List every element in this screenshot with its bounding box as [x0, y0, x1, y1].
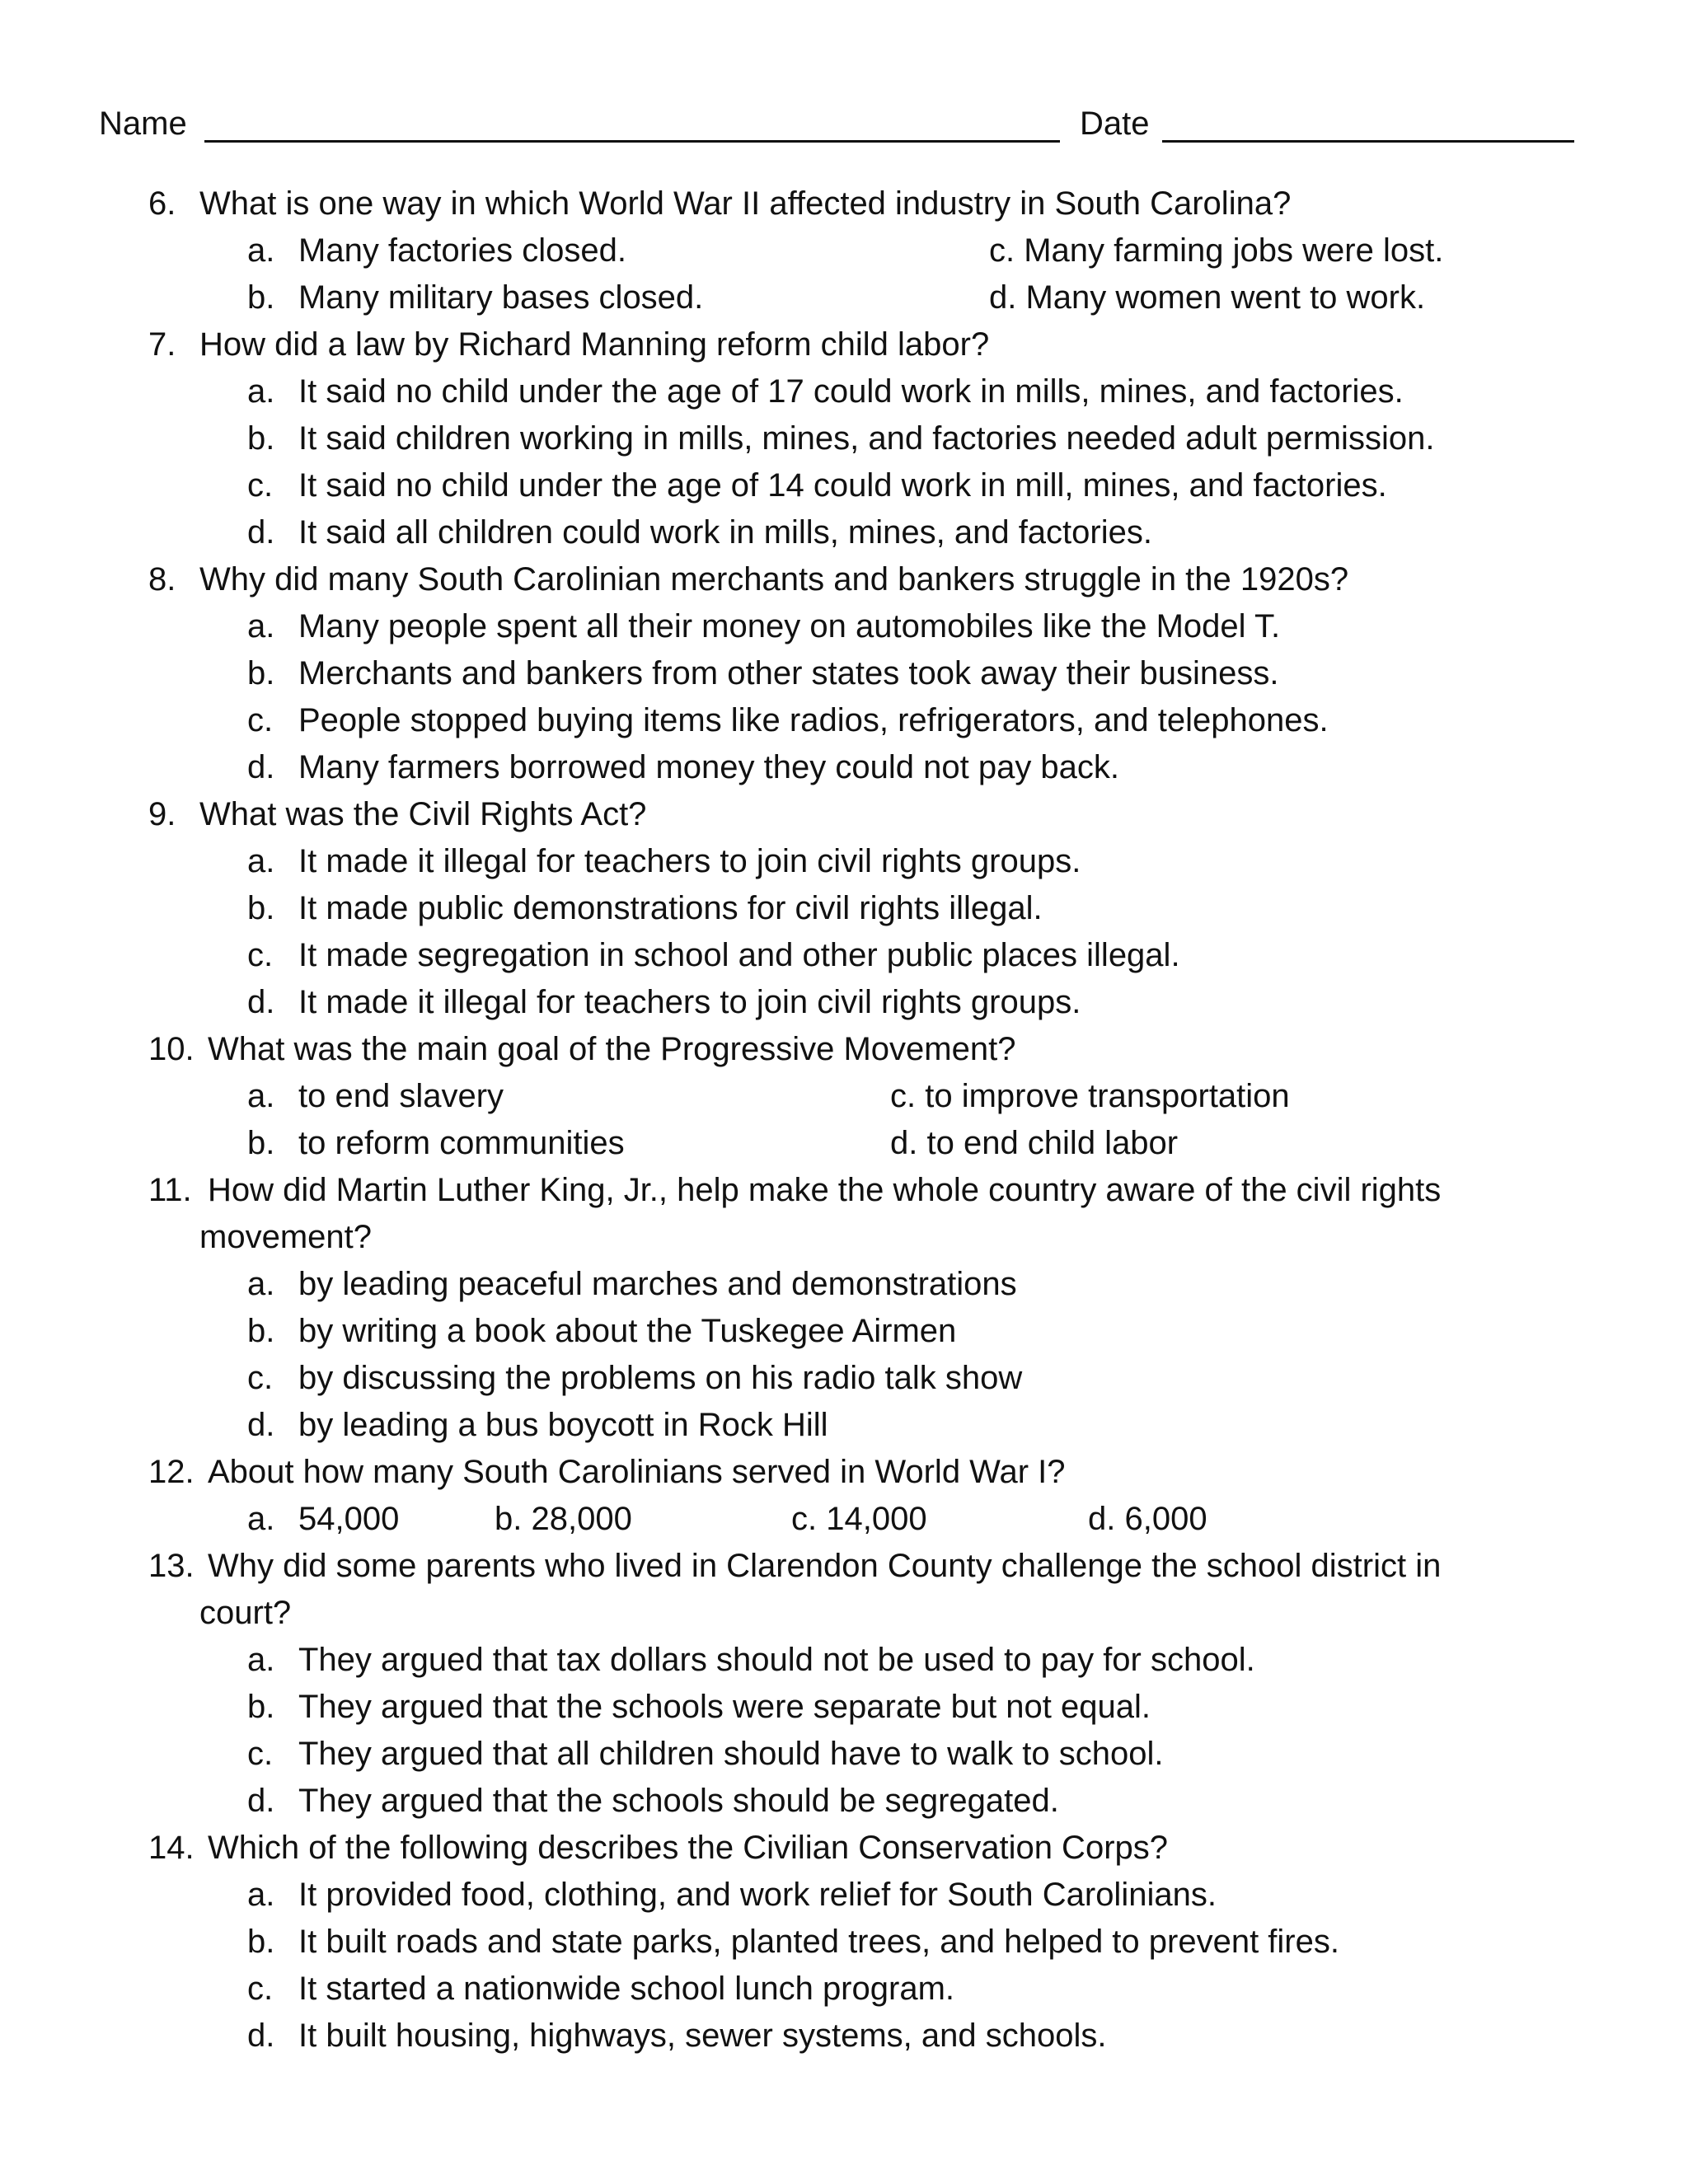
- answer-options: [148, 838, 1566, 1026]
- option-letter: d.: [247, 984, 275, 1020]
- option-letter: a.: [247, 1078, 275, 1114]
- option-text: It made it illegal for teachers to join civil rights groups.: [298, 843, 1081, 879]
- option-letter: a.: [247, 373, 275, 410]
- option-d[interactable]: [148, 979, 1566, 1026]
- option-c[interactable]: [148, 1731, 1566, 1778]
- option-letter: a.: [247, 232, 275, 269]
- option-text: They argued that all children should have to walk to school.: [298, 1736, 1164, 1772]
- name-line[interactable]: [204, 140, 1060, 143]
- option-d[interactable]: [148, 1402, 1566, 1449]
- option-letter: d.: [247, 1783, 275, 1819]
- option-letter: d.: [247, 749, 275, 785]
- option-d[interactable]: [148, 2013, 1566, 2060]
- option-a[interactable]: [148, 838, 1566, 885]
- option-letter: d.: [247, 514, 275, 551]
- answer-options: [148, 1637, 1566, 1825]
- question-text: What was the main goal of the Progressive Movement?: [208, 1031, 1016, 1067]
- option-letter: b.: [247, 420, 275, 457]
- option-d[interactable]: [148, 1778, 1566, 1825]
- option-b[interactable]: [148, 1308, 1566, 1355]
- question-text: Why did some parents who lived in Clarendon County challenge the school district in: [208, 1548, 1442, 1584]
- answer-options: [148, 1872, 1566, 2060]
- question-14: [148, 1825, 1566, 2060]
- answer-options: [148, 1073, 1566, 1167]
- option-text: It said no child under the age of 17 could work in mills, mines, and factories.: [298, 373, 1404, 410]
- question-number: 6.: [148, 185, 176, 222]
- option-a[interactable]: [148, 1261, 1566, 1308]
- option-c[interactable]: [148, 1966, 1566, 2013]
- question-text-continuation: movement?: [199, 1219, 372, 1255]
- date-line[interactable]: [1162, 140, 1574, 143]
- option-text: It started a nationwide school lunch program.: [298, 1971, 954, 2007]
- worksheet-header: [99, 95, 1582, 152]
- option-text: by leading a bus boycott in Rock Hill: [298, 1407, 828, 1443]
- option-letter: d.: [247, 1407, 275, 1443]
- option-b[interactable]: [148, 650, 1566, 697]
- option-a[interactable]: [148, 368, 1566, 415]
- option-text: by discussing the problems on his radio talk show: [298, 1360, 1023, 1396]
- option-d[interactable]: d. 6,000: [1088, 1501, 1207, 1537]
- answer-options: [148, 227, 1566, 321]
- option-letter: b.: [247, 1313, 275, 1349]
- option-text: It said all children could work in mills, mines, and factories.: [298, 514, 1152, 551]
- option-a[interactable]: Many factories closed.: [298, 232, 626, 269]
- question-13: [148, 1543, 1566, 1825]
- option-text: It built roads and state parks, planted trees, and helped to prevent fires.: [298, 1924, 1339, 1960]
- question-number: 8.: [148, 561, 176, 598]
- question-9: [148, 791, 1566, 1026]
- option-letter: b.: [247, 1125, 275, 1161]
- question-text: Which of the following describes the Civilian Conservation Corps?: [208, 1830, 1168, 1866]
- option-letter: c.: [247, 937, 274, 973]
- option-a[interactable]: [148, 603, 1566, 650]
- option-b[interactable]: to reform communities: [298, 1125, 625, 1161]
- question-12: [148, 1449, 1566, 1543]
- question-number: 11.: [148, 1172, 192, 1208]
- question-number: 7.: [148, 326, 176, 363]
- option-c[interactable]: [148, 932, 1566, 979]
- option-letter: a.: [247, 1501, 275, 1537]
- option-letter: c.: [247, 467, 274, 504]
- option-d[interactable]: d. to end child labor: [890, 1125, 1179, 1161]
- question-7: [148, 321, 1566, 556]
- option-text: by leading peaceful marches and demonstrations: [298, 1266, 1017, 1302]
- option-text: It made segregation in school and other public places illegal.: [298, 937, 1180, 973]
- option-letter: c.: [247, 1971, 274, 2007]
- option-letter: b.: [247, 1924, 275, 1960]
- option-c[interactable]: [148, 697, 1566, 744]
- answer-options: [148, 368, 1566, 556]
- question-number: 13.: [148, 1548, 195, 1584]
- option-letter: d.: [247, 2018, 275, 2054]
- option-text: They argued that tax dollars should not be used to pay for school.: [298, 1642, 1255, 1678]
- option-c[interactable]: c. Many farming jobs were lost.: [989, 232, 1444, 269]
- option-letter: b.: [247, 1689, 275, 1725]
- question-text: About how many South Carolinians served in World War I?: [208, 1454, 1066, 1490]
- option-letter: a.: [247, 1266, 275, 1302]
- question-text: How did a law by Richard Manning reform child labor?: [199, 326, 990, 363]
- option-c[interactable]: [148, 462, 1566, 509]
- question-6: [148, 180, 1566, 321]
- option-text: It made it illegal for teachers to join civil rights groups.: [298, 984, 1081, 1020]
- option-text: People stopped buying items like radios, refrigerators, and telephones.: [298, 702, 1329, 738]
- option-b[interactable]: [148, 415, 1566, 462]
- option-letter: c.: [247, 1360, 274, 1396]
- option-d[interactable]: d. Many women went to work.: [989, 279, 1426, 316]
- option-a[interactable]: [148, 1637, 1566, 1684]
- option-text: It provided food, clothing, and work relief for South Carolinians.: [298, 1877, 1217, 1913]
- question-number: 12.: [148, 1454, 195, 1490]
- option-letter: a.: [247, 1877, 275, 1913]
- option-d[interactable]: [148, 509, 1566, 556]
- option-a[interactable]: 54,000: [298, 1501, 400, 1537]
- question-text: How did Martin Luther King, Jr., help make the whole country aware of the civil rights: [208, 1172, 1442, 1208]
- option-c[interactable]: c. to improve transportation: [890, 1078, 1290, 1114]
- question-text: What is one way in which World War II affected industry in South Carolina?: [199, 185, 1292, 222]
- option-letter: b.: [247, 279, 275, 316]
- option-a[interactable]: to end slavery: [298, 1078, 504, 1114]
- question-11: [148, 1167, 1566, 1449]
- option-letter: a.: [247, 608, 275, 644]
- question-number: 14.: [148, 1830, 195, 1866]
- option-text: Many people spent all their money on automobiles like the Model T.: [298, 608, 1281, 644]
- option-c[interactable]: c. 14,000: [791, 1501, 927, 1537]
- option-b[interactable]: b. 28,000: [495, 1501, 632, 1537]
- option-text: It said children working in mills, mines, and factories needed adult permission.: [298, 420, 1435, 457]
- name-label: Name: [99, 105, 187, 142]
- answer-options: [148, 1261, 1566, 1449]
- question-8: [148, 556, 1566, 791]
- question-number: 9.: [148, 796, 176, 832]
- answer-options: [148, 1496, 1566, 1543]
- question-text-continuation: court?: [199, 1595, 292, 1631]
- option-letter: b.: [247, 890, 275, 926]
- question-text: What was the Civil Rights Act?: [199, 796, 647, 832]
- option-text: Merchants and bankers from other states took away their business.: [298, 655, 1279, 691]
- option-text: Many farmers borrowed money they could not pay back.: [298, 749, 1120, 785]
- option-c[interactable]: [148, 1355, 1566, 1402]
- option-b[interactable]: Many military bases closed.: [298, 279, 704, 316]
- option-text: by writing a book about the Tuskegee Airmen: [298, 1313, 957, 1349]
- option-b[interactable]: [148, 1684, 1566, 1731]
- option-letter: a.: [247, 843, 275, 879]
- question-10: [148, 1026, 1566, 1167]
- option-d[interactable]: [148, 744, 1566, 791]
- question-number: 10.: [148, 1031, 195, 1067]
- question-list: [148, 180, 1566, 2060]
- question-text: Why did many South Carolinian merchants and bankers struggle in the 1920s?: [199, 561, 1349, 598]
- option-letter: c.: [247, 702, 274, 738]
- option-letter: c.: [247, 1736, 274, 1772]
- option-b[interactable]: [148, 1919, 1566, 1966]
- option-letter: b.: [247, 655, 275, 691]
- option-letter: a.: [247, 1642, 275, 1678]
- answer-options: [148, 603, 1566, 791]
- option-text: It said no child under the age of 14 could work in mill, mines, and factories.: [298, 467, 1387, 504]
- option-a[interactable]: [148, 1872, 1566, 1919]
- option-text: They argued that the schools should be segregated.: [298, 1783, 1059, 1819]
- option-b[interactable]: [148, 885, 1566, 932]
- option-text: It made public demonstrations for civil rights illegal.: [298, 890, 1043, 926]
- date-label: Date: [1080, 105, 1150, 142]
- option-text: It built housing, highways, sewer systems, and schools.: [298, 2018, 1107, 2054]
- option-text: They argued that the schools were separate but not equal.: [298, 1689, 1151, 1725]
